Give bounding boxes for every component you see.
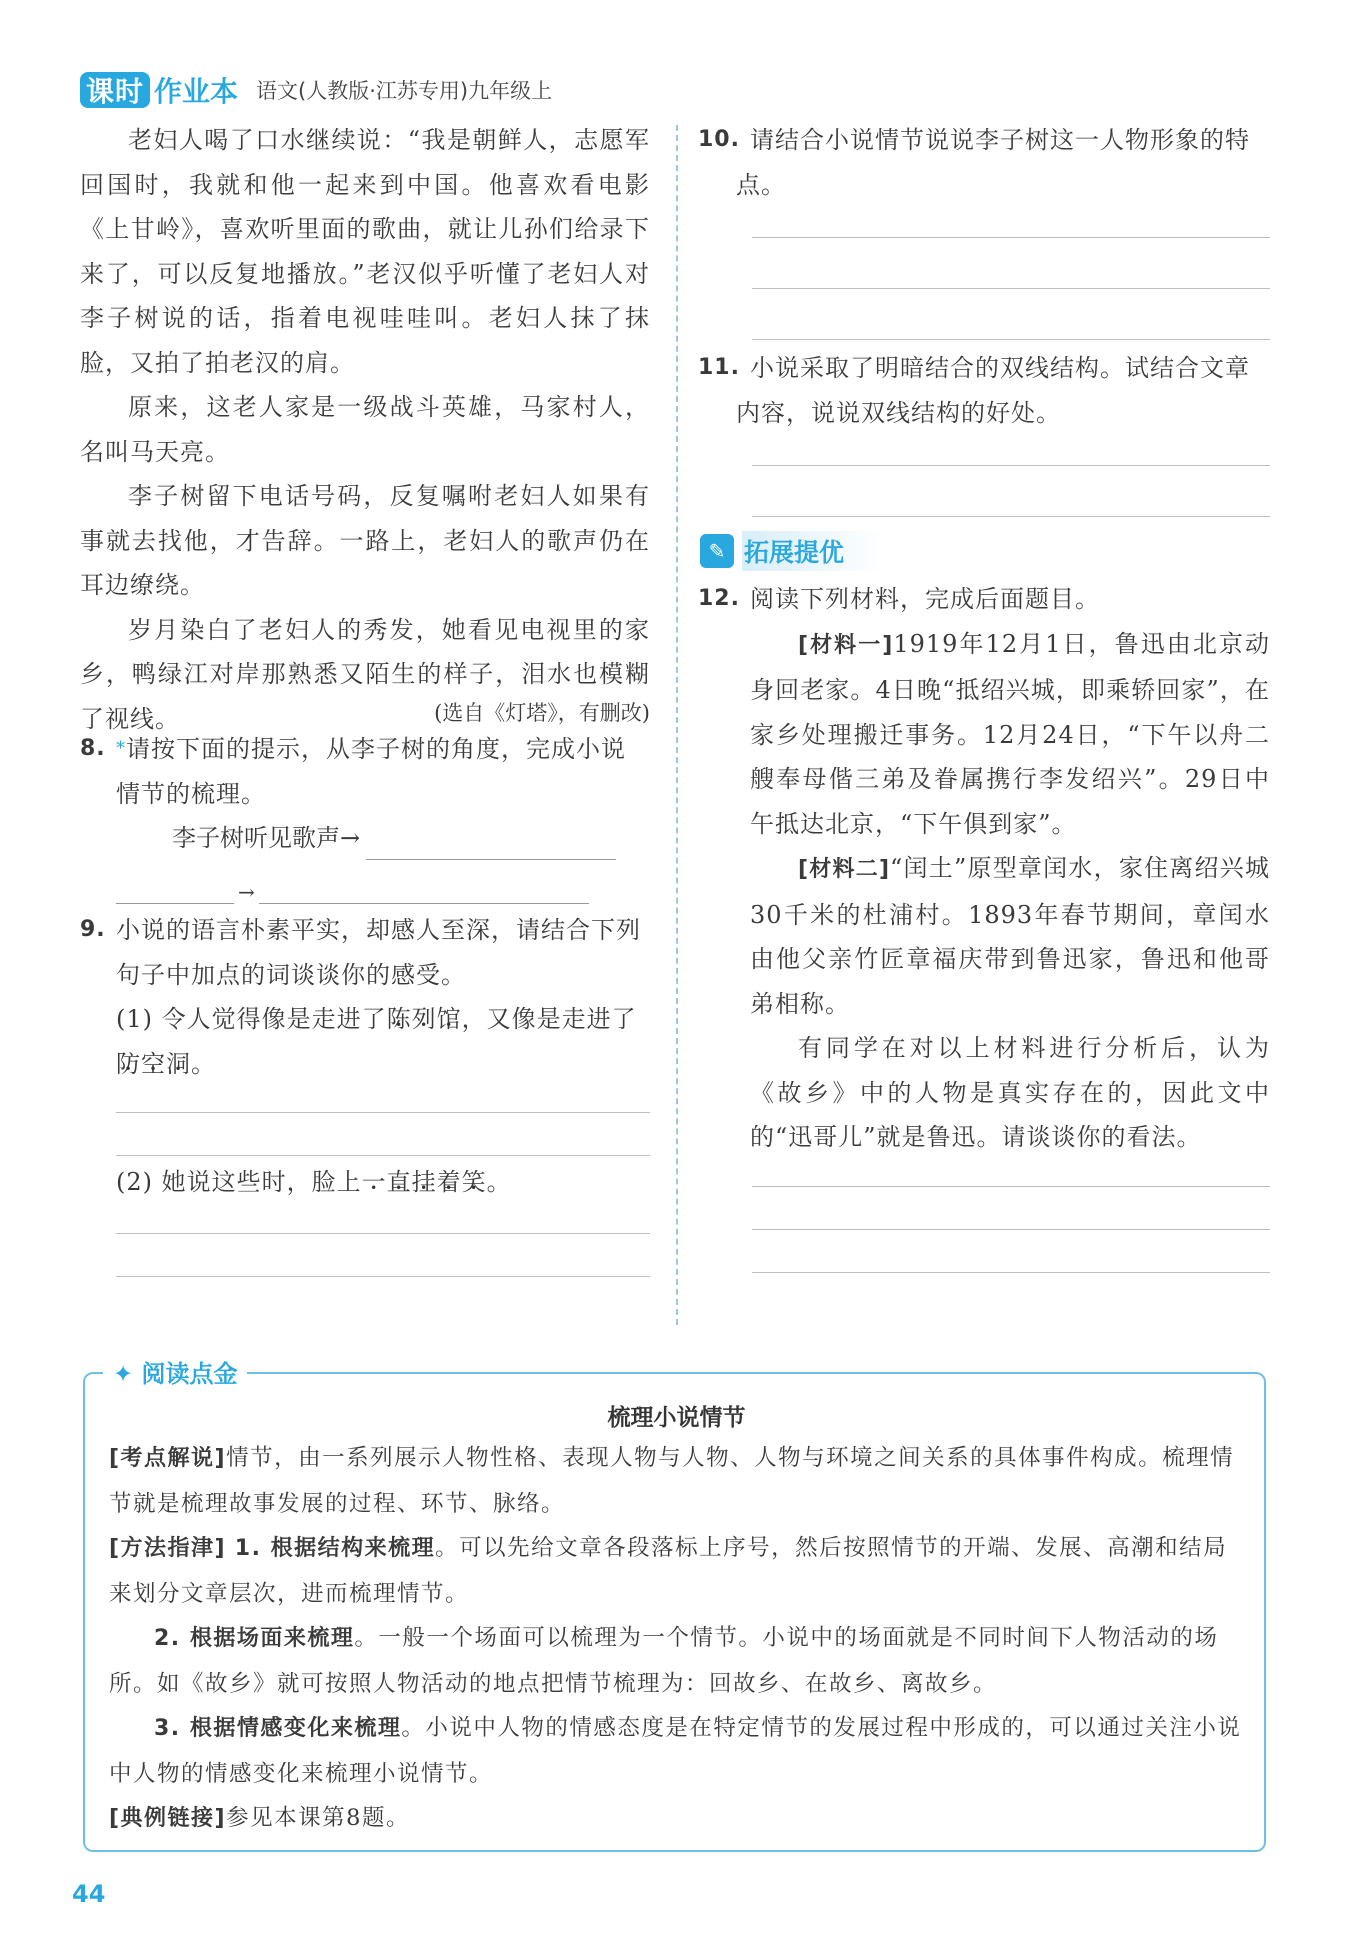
flow-start: 李子树听见歌声→ [172,824,361,852]
question-number: 10. [698,127,740,152]
material-tag: [材料二] [798,857,891,882]
answer-line[interactable] [752,339,1270,340]
sub-question-2 [80,1160,650,1205]
section-title: 拓展提优 [742,531,884,571]
emphasis-char: 笑 • [462,1168,487,1196]
question-text: 小说采取了明暗结合的双线结构。试结合文章内容，说说双线结构的好处。 [736,354,1250,427]
emphasis-char: 直 • [387,1168,412,1196]
emphasis-char: 洞 • [166,1050,191,1078]
question-text: 阅读下列材料，完成后面题目。 [750,585,1100,613]
box-label: ✦ 阅读点金 [103,1354,247,1389]
question-9 [80,908,650,1277]
reading-tips-box [83,1360,1266,1852]
answer-blank[interactable] [366,827,616,860]
answer-blank[interactable] [259,871,589,904]
question-text: 小说的语言朴素平实，却感人至深，请结合下列句子中加点的词谈谈你的感受。 [116,916,641,989]
story-paragraph: 老妇人喝了口水继续说：“我是朝鲜人，志愿军回国时，我就和他一起来到中国。他喜欢看电影《上甘岭》，喜欢听里面的歌曲，就让儿孙们给录下来了，可以反复地播放。”老汉似乎听懂了老妇人对李子树说的话，指着电视哇哇叫。老妇人抹了抹脸，又拍了拍老汉的肩。 [80,126,650,377]
answer-line[interactable] [752,516,1270,517]
pencil-icon: ✎ [700,534,734,568]
emphasis-char: 挂 • [412,1168,437,1196]
tip-paragraph [109,1796,1244,1842]
sub-question-1 [80,997,650,1086]
book-subtitle: 语文(人教版·江苏专用)九年级上 [256,79,553,103]
tip-text: 。一般一个场面可以梳理为一个情节。小说中的场面就是不同时间下人物活动的场所。如《故乡》就可按照人物活动的地点把情节梳理为：回故乡、在故乡、离故乡。 [109,1625,1219,1697]
plot-flow-row [80,860,650,904]
dotted-word [387,1005,462,1033]
page-header [80,70,552,110]
question-text: 请结合小说情节说说李子树这一人物形象的特点。 [736,126,1250,199]
box-content [109,1399,1244,1842]
emphasis-char: 空 • [141,1050,166,1078]
question-number: 12. [698,586,740,611]
arrow-icon: → [238,880,255,904]
question-number: 11. [698,355,740,380]
answer-line[interactable] [116,1276,650,1277]
answer-line[interactable] [116,1155,650,1156]
material-1 [700,622,1270,847]
question-8 [80,727,650,904]
sub-text: 。 [191,1049,216,1078]
material-text: 1919年12月1日，鲁迅由北京动身回老家。4日晚“抵绍兴城，即乘轿回家”，在家乡处理搬迁事务。12月24日，“下午以舟二艘奉母偕三弟及眷属携行李发绍兴”。29日中午抵达北京，“下午俱到家”。 [750,629,1270,838]
emphasis-char: 一 • [362,1168,387,1196]
sub-text: ，又像是走进了 [461,1005,637,1033]
tip-tag: [考点解说] [109,1446,227,1471]
logo-text: 作业本 [154,75,239,108]
star-icon: * [116,738,126,759]
tip-tag: [方法指津] [109,1536,227,1561]
left-column [80,118,650,1277]
tip-tag: [典例链接] [109,1806,227,1831]
emphasis-char: 列 • [412,1005,437,1033]
question-number: 8. [80,736,106,761]
box-title: 梳理小说情节 [607,1405,746,1431]
sub-text: (1) 令人觉得像是走进了 [116,1005,387,1033]
material-2 [700,846,1270,1026]
tip-text: 。小说中人物的情感态度是在特定情节的发展过程中形成的，可以通过关注小说中人物的情感变化来梳理小说情节。 [109,1715,1242,1787]
column-divider [676,125,678,1325]
sub-text: 。 [486,1168,512,1196]
emphasis-char: 馆 • [437,1005,462,1033]
source-note: (选自《灯塔》，有删改) [434,701,650,725]
plot-flow-row [80,816,650,860]
emphasis-char: 着 • [437,1168,462,1196]
emphasis-char: 防 • [116,1050,141,1078]
story-paragraph: 李子树留下电话号码，反复嘱咐老妇人如果有事就去找他，才告辞。一路上，老妇人的歌声仍在耳边缭绕。 [80,482,650,599]
tip-paragraph [109,1706,1244,1796]
logo-badge: 课时 [80,72,150,108]
tip-text: 参见本课第8题。 [226,1805,410,1831]
answer-blank[interactable] [116,871,234,904]
right-column [700,118,1270,1273]
emphasis-char: 陈 • [387,1005,412,1033]
method-title: 2. 根据场面来梳理 [154,1626,355,1651]
tip-text: 情节，由一系列展示人物性格、表现人物与人物、人物与环境之间关系的具体事件构成。梳理情节就是梳理故事发展的过程、环节、脉络。 [109,1445,1235,1517]
dotted-word [116,1050,191,1078]
question-11 [700,346,1270,517]
tip-text: 。可以先给文章各段落标上序号，然后按照情节的开端、发展、高潮和结局来划分文章层次，进而梳理情节。 [109,1535,1228,1607]
question-prompt: 有同学在对以上材料进行分析后，认为《故乡》中的人物是真实存在的，因此文中的“迅哥儿”就是鲁迅。请谈谈你的看法。 [750,1034,1270,1151]
material-text: “闰土”原型章闰水，家住离绍兴城30千米的杜浦村。1893年春节期间，章闰水由他父亲竹匠章福庆带到鲁迅家，鲁迅和他哥弟相称。 [750,854,1270,1018]
dotted-word [362,1168,487,1196]
box-label-text: 阅读点金 [141,1360,238,1388]
page-number: 44 [72,1880,106,1908]
section-heading [700,531,1270,571]
story-paragraph: 原来，这老人家是一级战斗英雄，马家村人，名叫马天亮。 [80,393,650,466]
method-title: 1. 根据结构来梳理 [234,1536,436,1561]
story-paragraph: 岁月染白了老妇人的秀发，她看见电视里的家乡，鸭绿江对岸那熟悉又陌生的样子，泪水也模糊了视线。 [80,615,650,733]
tip-paragraph [109,1526,1244,1616]
answer-line[interactable] [752,1272,1270,1273]
question-text: 请按下面的提示，从李子树的角度，完成小说情节的梳理。 [116,735,626,808]
method-title: 3. 根据情感变化来梳理 [154,1716,402,1741]
sub-text: (2) 她说这些时，脸上 [116,1168,362,1196]
question-12 [700,577,1270,1273]
material-tag: [材料一] [798,632,894,658]
question-10 [700,118,1270,340]
tip-paragraph [109,1616,1244,1706]
tip-paragraph [109,1436,1244,1526]
question-number: 9. [80,917,106,942]
